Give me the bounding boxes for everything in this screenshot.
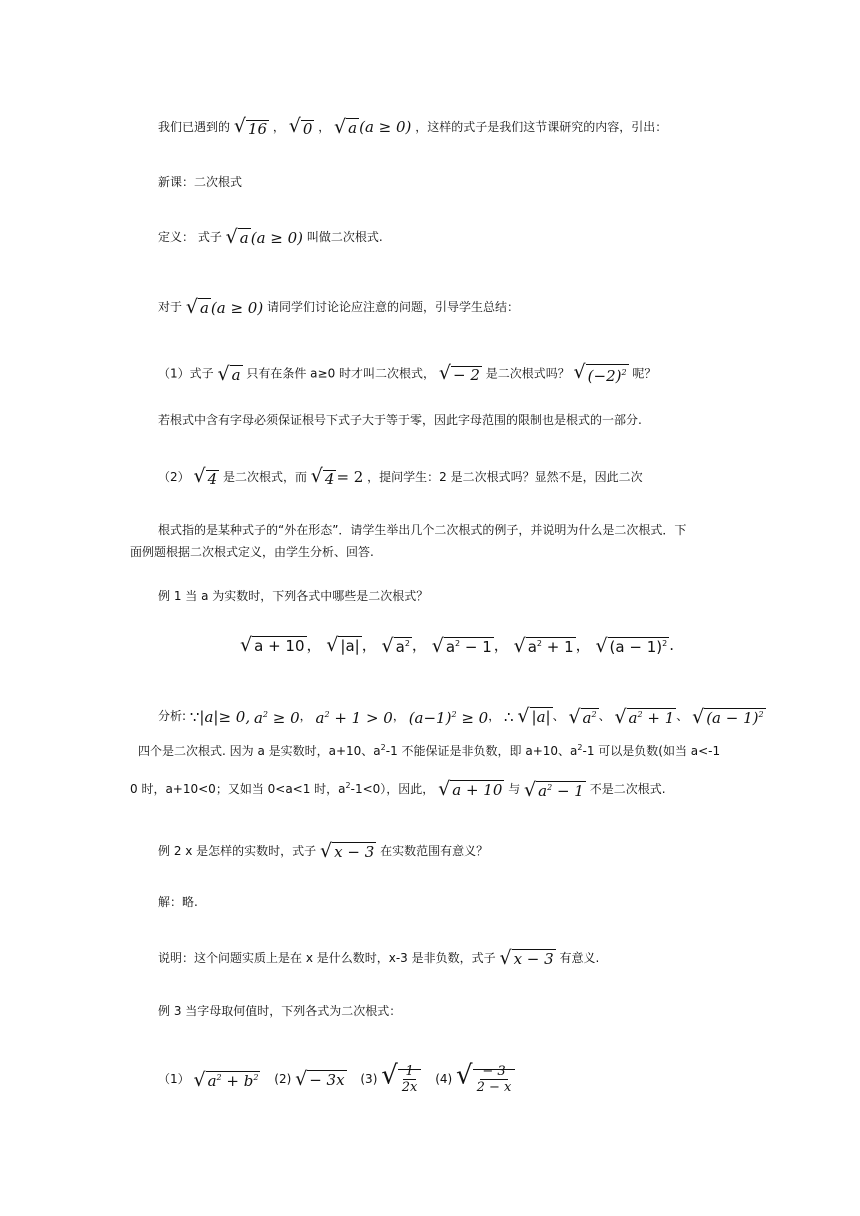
- expr-sqrt-a-minus-1-squared: √ $(a - 1)^2$: [595, 635, 668, 657]
- explanation: 说明：这个问题实质上是在 x 是什么数时，x-3 是非负数，式子 √ x − 3 有意义.: [158, 947, 600, 969]
- sep: ，: [318, 119, 331, 134]
- sqrt-a-minus-1-squared: √ $(a - 1)^2$: [692, 706, 764, 728]
- example-1-title: 例 1 当 a 为实数时，下列各式中哪些是二次根式？: [158, 589, 429, 603]
- sqrt-a2-plus-1: √ $a^2 + 1$: [614, 706, 675, 728]
- sqrt-x-minus-3: √ x − 3: [499, 947, 554, 969]
- example-3-title: 例 3 当字母取何值时，下列各式为二次根式：: [158, 1004, 402, 1018]
- expr-sqrt-abs-a: √ |a|: [326, 634, 360, 656]
- point-1-post: 呢？: [632, 366, 657, 381]
- item-4-label: (4): [435, 1072, 453, 1086]
- point-2-mid: 是二次根式，而: [222, 469, 307, 484]
- example-2: 例 2 x 是怎样的实数时，式子 √ x − 3 在实数范围有意义？: [158, 840, 489, 862]
- analysis-line-1: 分析: ∵|a|≥ 0, $a^2 \ge 0$， $a^2 + 1 > 0$， $(a-1)^2 \ge 0$， ∴ √ |a| 、 √ $a^2$ 、 √ $a^2 + 1$ 、 √ $(a - 1)^2$: [158, 705, 764, 728]
- because-symbol: ∵: [189, 707, 200, 726]
- sqrt-neg2-squared: √ $(-2)^2$: [573, 361, 627, 385]
- sqrt-a2-plus-b2: √ $a^2 + b^2$: [193, 1069, 259, 1091]
- condition-a-squared: $a^2 \ge 0$: [253, 709, 300, 727]
- intro-text-pre: 我们已遇到的: [158, 119, 231, 134]
- solution: 解：略.: [158, 895, 198, 909]
- definition-post: 叫做二次根式.: [306, 230, 383, 244]
- sqrt-a: √ a: [185, 296, 209, 318]
- item-2-label: (2): [274, 1072, 292, 1086]
- sqrt-a-cond: √ a: [334, 115, 358, 138]
- cond: (a ≥ 0): [359, 118, 412, 137]
- sqrt-a: √ a: [225, 226, 249, 248]
- item-1-label: （1）: [158, 1072, 190, 1086]
- therefore-symbol: ∴: [504, 707, 514, 726]
- point-1-question: 是二次根式吗？: [485, 366, 570, 381]
- cond: (a ≥ 0): [250, 228, 304, 247]
- sqrt-0: √ 0: [288, 115, 313, 138]
- analysis-line-3: 0 时，a+10<0；又如当 0<a<1 时，$a^2-1<0$），因此， √ a + 10 与 √ $a^2 - 1$ 不是二次根式.: [130, 778, 666, 801]
- example-3-items: [158, 1060, 515, 1095]
- definition: [158, 226, 383, 248]
- prompt-pre: 对于: [158, 300, 183, 314]
- expr-sqrt-a-plus-10: √ a + 10: [240, 634, 305, 656]
- analysis-line-2: 四个是二次根式. 因为 a 是实数时，a+10、$a^2-1$ 不能保证是非负数，即 a+10、$a^2-1$ 可以是负数(如当 a<-1: [138, 743, 721, 758]
- item-3-label: (3): [360, 1072, 378, 1086]
- restriction-note: 若根式中含有字母必须保证根号下式子大于等于零，因此字母范围的限制也是根式的一部分.: [158, 413, 642, 427]
- sqrt-neg3-over-2-minus-x: √ $\frac{- 3}{2 - x}$: [456, 1064, 515, 1095]
- point-2-pre: （2）: [158, 469, 190, 484]
- point-2-post: ，提问学生：2 是二次根式吗？显然不是，因此二次: [367, 469, 643, 484]
- condition-a-minus-1-squared: $(a-1)^2 \ge 0$: [408, 709, 489, 727]
- condition-abs: |a|≥ 0,: [199, 707, 251, 726]
- sqrt-a2-minus-1: √ $a^2 - 1$: [524, 779, 584, 801]
- point-1-mid: 只有在条件 a≥0 时才叫二次根式，: [246, 366, 436, 381]
- eq-2: = 2: [336, 468, 364, 487]
- sqrt-x-minus-3: √ x − 3: [320, 840, 375, 862]
- definition-pre: 定义： 式子: [158, 230, 222, 244]
- sqrt-4-eq: √ 4: [310, 465, 335, 488]
- expr-sqrt-a2-minus-1: √ $a^2 - 1$: [431, 635, 492, 657]
- sqrt-neg-3x: √ − 3x: [295, 1068, 345, 1090]
- point-2: [158, 465, 643, 488]
- sqrt-neg-2: √ − 2: [438, 361, 480, 385]
- example-1-expressions: √ a + 10 ， √ |a| ， √ $a^2$ ， √ $a^2 - 1$ ， √ $a^2 + 1$ ， √ $(a - 1)^2$ .: [240, 634, 674, 657]
- prompt-post: 请同学们讨论论应注意的问题，引导学生总结：: [267, 300, 520, 314]
- condition-a2-plus-1: $a^2 + 1 > 0$: [315, 709, 393, 727]
- sqrt-a-squared: √ $a^2$: [568, 706, 597, 728]
- analysis-label: 分析:: [158, 709, 187, 723]
- new-lesson-heading: 新课：二次根式: [158, 175, 243, 189]
- sqrt-1-over-2x: √ $\frac{1}{2x}$: [381, 1064, 421, 1095]
- sep: ，: [272, 119, 285, 134]
- radical-form-line-2: 面例题根据二次根式定义，由学生分析、回答.: [130, 545, 374, 559]
- expr-sqrt-a2-plus-1: √ $a^2 + 1$: [513, 635, 574, 657]
- expr-sqrt-a-squared: √ $a^2$: [381, 635, 410, 657]
- sqrt-16: √ 16: [233, 115, 268, 138]
- paragraph-intro: [158, 115, 668, 138]
- sqrt-4: √ 4: [193, 465, 218, 488]
- discussion-prompt: [158, 296, 520, 318]
- point-1: [158, 361, 657, 385]
- intro-text-post: ，这样的式子是我们这节课研究的内容，引出：: [415, 119, 668, 134]
- cond: (a ≥ 0): [210, 298, 264, 317]
- sqrt-abs-a: √ |a|: [517, 705, 551, 727]
- radical-form-line-1: 根式指的是某种式子的“外在形态”．请学生举出几个二次根式的例子，并说明为什么是二次根式．下: [158, 523, 687, 537]
- point-1-pre: （1）式子: [158, 366, 214, 381]
- sqrt-a: √ a: [217, 362, 241, 385]
- sqrt-a-plus-10: √ a + 10: [438, 778, 503, 800]
